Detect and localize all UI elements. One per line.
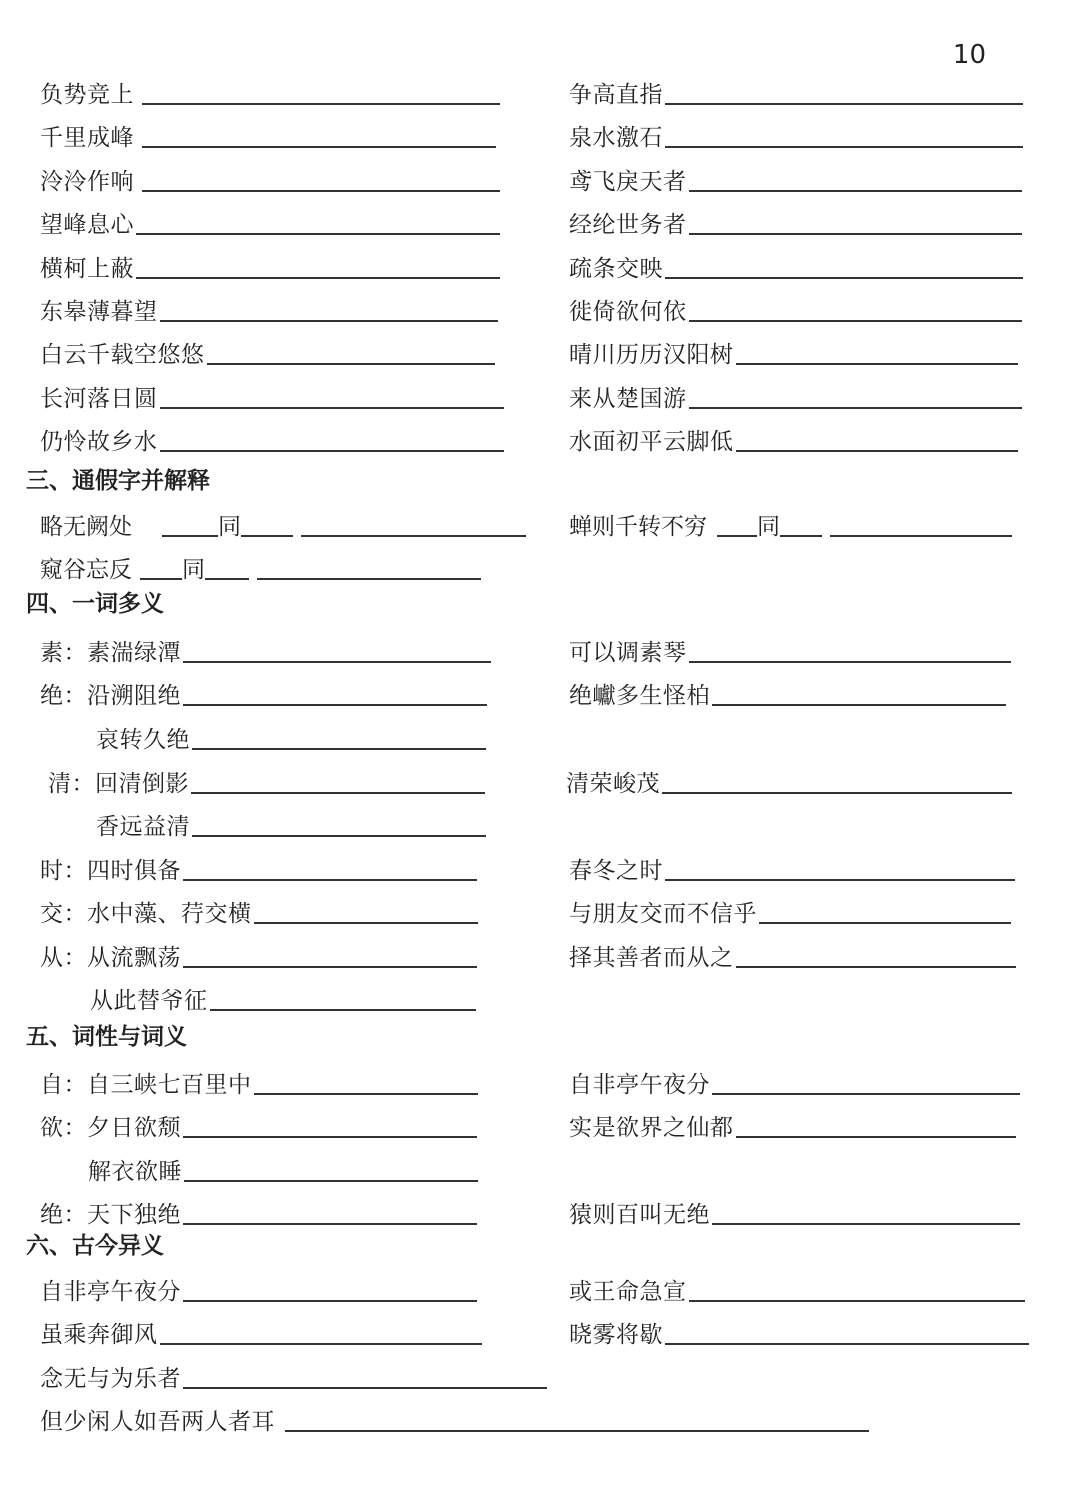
vocab-row: [40, 417, 504, 457]
polysemy-phrase: 从流飘荡: [87, 945, 181, 971]
vocab-phrase: 望峰息心: [40, 212, 134, 238]
vocab-row: [569, 374, 1022, 414]
gujin-row: [40, 1267, 477, 1307]
polysemy-row: [569, 628, 1011, 668]
pos-row: [88, 1147, 478, 1187]
tongjia-phrase: 窥谷忘反: [40, 557, 132, 583]
tongjia-row: [40, 502, 526, 542]
answer-blank[interactable]: [183, 879, 477, 881]
vocab-row: [569, 113, 1023, 153]
tongjia-char-blank[interactable]: [717, 535, 757, 537]
gujin-phrase: 或王命急宣: [569, 1279, 687, 1305]
vocab-row: [40, 330, 495, 370]
polysemy-row: [40, 671, 487, 711]
vocab-phrase: 千里成峰: [40, 125, 134, 151]
vocab-row: [40, 70, 500, 110]
vocab-phrase: 长河落日圆: [40, 386, 158, 412]
polysemy-phrase: 从此替爷征: [90, 988, 208, 1014]
polysemy-row: [40, 933, 477, 973]
tongjia-explain-blank[interactable]: [830, 535, 1012, 537]
polysemy-row: [569, 846, 1015, 886]
answer-blank[interactable]: [689, 233, 1022, 235]
vocab-row: [569, 417, 1018, 457]
polysemy-phrase: 四时俱备: [87, 858, 181, 884]
gujin-row: [569, 1267, 1025, 1307]
vocab-phrase: 鸢飞戾天者: [569, 169, 687, 195]
polysemy-row: [40, 628, 491, 668]
polysemy-phrase: 沿溯阻绝: [87, 683, 181, 709]
page-number: 10: [952, 40, 986, 70]
answer-blank[interactable]: [142, 146, 496, 148]
answer-blank[interactable]: [183, 661, 491, 663]
answer-blank[interactable]: [160, 407, 504, 409]
vocab-phrase: 来从楚国游: [569, 386, 687, 412]
pos-row: [40, 1103, 477, 1143]
tongjia-char-blank[interactable]: [140, 578, 182, 580]
answer-blank[interactable]: [736, 363, 1018, 365]
section-5-title: 五、词性与词义: [26, 1024, 187, 1050]
vocab-phrase: 争高直指: [569, 82, 663, 108]
vocab-row: [569, 157, 1022, 197]
answer-blank[interactable]: [736, 1136, 1016, 1138]
same-label: 同: [757, 514, 780, 540]
answer-blank[interactable]: [183, 1223, 477, 1225]
answer-blank[interactable]: [712, 1093, 1020, 1095]
answer-blank[interactable]: [285, 1430, 869, 1432]
answer-blank[interactable]: [191, 792, 485, 794]
polysemy-word: 交：: [40, 901, 87, 927]
answer-blank[interactable]: [712, 704, 1006, 706]
answer-blank[interactable]: [736, 450, 1018, 452]
polysemy-row: [48, 759, 485, 799]
answer-blank[interactable]: [192, 835, 486, 837]
section-4-title: 四、一词多义: [26, 591, 164, 617]
pos-word: 欲：: [40, 1115, 87, 1141]
pos-phrase: 自非亭午夜分: [569, 1072, 710, 1098]
polysemy-row: [569, 671, 1006, 711]
pos-row: [40, 1190, 477, 1230]
vocab-phrase: 横柯上蔽: [40, 256, 134, 282]
polysemy-phrase: 回清倒影: [95, 771, 189, 797]
polysemy-phrase: 清荣峻茂: [566, 771, 660, 797]
answer-blank[interactable]: [207, 363, 495, 365]
answer-blank[interactable]: [665, 277, 1023, 279]
polysemy-phrase: 可以调素琴: [569, 640, 687, 666]
vocab-phrase: 东皋薄暮望: [40, 299, 158, 325]
tongjia-explain-blank[interactable]: [257, 578, 481, 580]
gujin-phrase: 念无与为乐者: [40, 1366, 181, 1392]
answer-blank[interactable]: [712, 1223, 1020, 1225]
vocab-phrase: 白云千载空悠悠: [40, 342, 205, 368]
polysemy-phrase: 春冬之时: [569, 858, 663, 884]
tongjia-phrase: 蝉则千转不穷: [569, 514, 707, 540]
tongjia-char-blank[interactable]: [162, 535, 218, 537]
answer-blank[interactable]: [183, 704, 487, 706]
pos-phrase: 解衣欲睡: [88, 1159, 182, 1185]
answer-blank[interactable]: [160, 1343, 482, 1345]
polysemy-phrase: 绝巘多生怪柏: [569, 683, 710, 709]
answer-blank[interactable]: [665, 879, 1015, 881]
polysemy-row: [96, 802, 486, 842]
vocab-phrase: 泠泠作响: [40, 169, 134, 195]
vocab-row: [569, 70, 1023, 110]
answer-blank[interactable]: [142, 103, 500, 105]
vocab-phrase: 疏条交映: [569, 256, 663, 282]
section-6-title: 六、古今异义: [26, 1233, 164, 1259]
pos-phrase: 夕日欲颓: [87, 1115, 181, 1141]
gujin-row: [40, 1310, 482, 1350]
polysemy-row: [569, 933, 1016, 973]
vocab-phrase: 晴川历历汉阳树: [569, 342, 734, 368]
polysemy-word: 时：: [40, 858, 87, 884]
polysemy-row: [566, 759, 1012, 799]
pos-phrase: 实是欲界之仙都: [569, 1115, 734, 1141]
answer-blank[interactable]: [136, 233, 500, 235]
gujin-phrase: 自非亭午夜分: [40, 1279, 181, 1305]
gujin-phrase: 但少闲人如吾两人者耳: [40, 1409, 275, 1435]
polysemy-row: [90, 976, 476, 1016]
answer-blank[interactable]: [665, 103, 1023, 105]
vocab-phrase: 经纶世务者: [569, 212, 687, 238]
vocab-row: [40, 200, 500, 240]
same-label: 同: [218, 514, 241, 540]
gujin-phrase: 虽乘奔御风: [40, 1322, 158, 1348]
answer-blank[interactable]: [183, 966, 477, 968]
answer-blank[interactable]: [254, 922, 478, 924]
pos-row: [569, 1103, 1016, 1143]
answer-blank[interactable]: [183, 1300, 477, 1302]
vocab-row: [569, 200, 1022, 240]
same-label: 同: [182, 557, 205, 583]
answer-blank[interactable]: [160, 320, 498, 322]
answer-blank[interactable]: [210, 1009, 476, 1011]
answer-blank[interactable]: [689, 407, 1022, 409]
pos-phrase: 自三峡七百里中: [87, 1072, 252, 1098]
answer-blank[interactable]: [142, 190, 500, 192]
vocab-row: [40, 287, 498, 327]
vocab-row: [569, 244, 1023, 284]
answer-blank[interactable]: [183, 1136, 477, 1138]
pos-word: 绝：: [40, 1202, 87, 1228]
polysemy-row: [569, 889, 1011, 929]
vocab-row: [40, 157, 500, 197]
polysemy-phrase: 与朋友交而不信乎: [569, 901, 757, 927]
polysemy-phrase: 哀转久绝: [96, 727, 190, 753]
answer-blank[interactable]: [160, 450, 504, 452]
answer-blank[interactable]: [662, 792, 1012, 794]
vocab-row: [569, 330, 1018, 370]
vocab-phrase: 水面初平云脚低: [569, 429, 734, 455]
tongjia-explain-blank[interactable]: [301, 535, 526, 537]
pos-word: 自：: [40, 1072, 87, 1098]
answer-blank[interactable]: [183, 1387, 547, 1389]
answer-blank[interactable]: [689, 661, 1011, 663]
polysemy-row: [40, 889, 478, 929]
vocab-row: [569, 287, 1022, 327]
answer-blank[interactable]: [689, 190, 1022, 192]
tongjia-char-blank[interactable]: [780, 535, 822, 537]
polysemy-row: [40, 846, 477, 886]
vocab-row: [40, 244, 500, 284]
polysemy-word: 清：: [48, 771, 95, 797]
answer-blank[interactable]: [184, 1180, 478, 1182]
tongjia-row: [569, 502, 1012, 542]
polysemy-phrase: 水中藻、荇交横: [87, 901, 252, 927]
pos-phrase: 猿则百叫无绝: [569, 1202, 710, 1228]
answer-blank[interactable]: [736, 966, 1016, 968]
gujin-phrase: 晓雾将歇: [569, 1322, 663, 1348]
section-3-title: 三、通假字并解释: [26, 468, 210, 494]
tongjia-phrase: 略无阙处: [40, 514, 132, 540]
polysemy-word: 从：: [40, 945, 87, 971]
answer-blank[interactable]: [759, 922, 1011, 924]
answer-blank[interactable]: [665, 1343, 1029, 1345]
polysemy-phrase: 择其善者而从之: [569, 945, 734, 971]
vocab-phrase: 徙倚欲何依: [569, 299, 687, 325]
pos-row: [569, 1190, 1020, 1230]
tongjia-char-blank[interactable]: [205, 578, 249, 580]
answer-blank[interactable]: [689, 320, 1022, 322]
gujin-row: [40, 1397, 869, 1437]
polysemy-phrase: 香远益清: [96, 814, 190, 840]
gujin-row: [40, 1354, 547, 1394]
tongjia-row: [40, 545, 481, 585]
polysemy-row: [96, 715, 486, 755]
polysemy-word: 素：: [40, 640, 87, 666]
answer-blank[interactable]: [689, 1300, 1025, 1302]
vocab-phrase: 泉水激石: [569, 125, 663, 151]
vocab-row: [40, 374, 504, 414]
gujin-row: [569, 1310, 1029, 1350]
polysemy-phrase: 素湍绿潭: [87, 640, 181, 666]
vocab-phrase: 负势竞上: [40, 82, 134, 108]
answer-blank[interactable]: [136, 277, 500, 279]
answer-blank[interactable]: [665, 146, 1023, 148]
answer-blank[interactable]: [254, 1093, 478, 1095]
pos-row: [569, 1060, 1020, 1100]
pos-row: [40, 1060, 478, 1100]
pos-phrase: 天下独绝: [87, 1202, 181, 1228]
vocab-row: [40, 113, 496, 153]
answer-blank[interactable]: [192, 748, 486, 750]
polysemy-word: 绝：: [40, 683, 87, 709]
tongjia-char-blank[interactable]: [241, 535, 293, 537]
vocab-phrase: 仍怜故乡水: [40, 429, 158, 455]
